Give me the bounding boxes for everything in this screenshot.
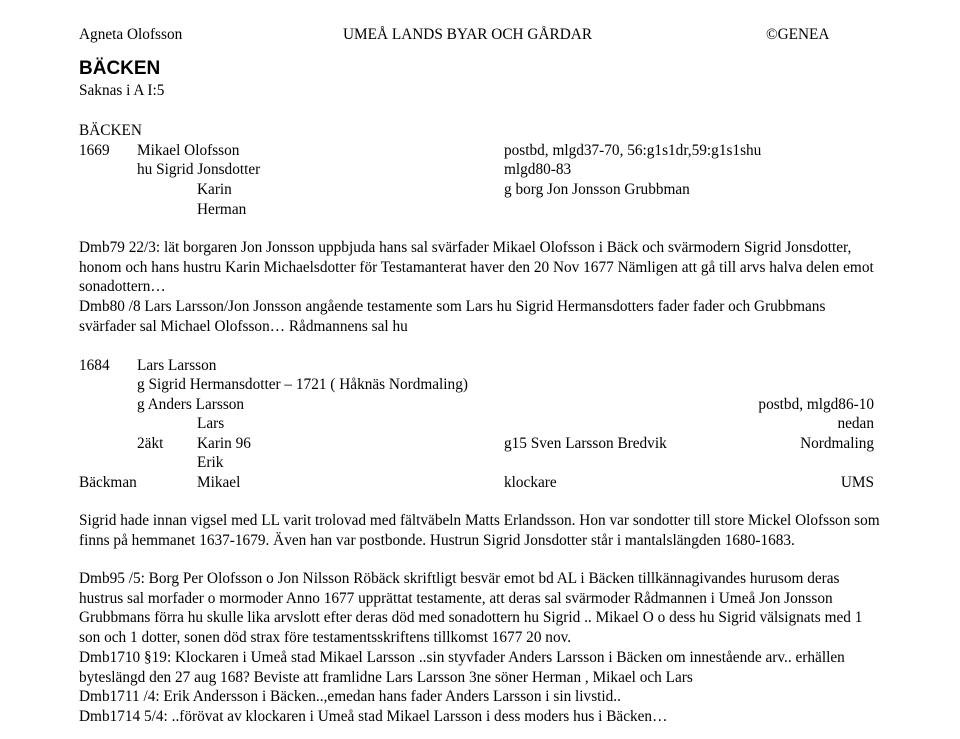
- person-ref: UMS: [840, 474, 874, 491]
- section-label: BÄCKEN: [79, 122, 142, 139]
- person-name: Mikael Olofsson: [137, 142, 240, 159]
- person-note: klockare: [504, 474, 557, 491]
- person-note: postbd, mlgd86-10: [758, 396, 874, 413]
- header-author: Agneta Olofsson: [79, 26, 183, 43]
- paragraph: Dmb1710 §19: Klockaren i Umeå stad Mikael Larsson ..sin styvfader Anders Larsson i Bäcken om innestående arv.. erhällen byteslängd den 27 aug 168? Beviste att framlidne Lars Larsson 3ne söner Herman , Mikael och Lars: [79, 649, 845, 686]
- marriage-label: 2äkt: [137, 435, 164, 452]
- person-note: mlgd80-83: [504, 161, 572, 178]
- paragraph: Dmb80 /8 Lars Larsson/Jon Jonsson angående testamente som Lars hu Sigrid Hermansdotters fader fader och Grubbmans svärfader sal Michael Olofsson… Rådmannens sal hu: [79, 298, 826, 335]
- page-subtitle: Saknas i A I:5: [79, 82, 165, 99]
- person-name: Karin 96: [197, 435, 251, 452]
- person-name: Karin: [197, 181, 232, 198]
- header-copyright: ©GENEA: [766, 26, 830, 43]
- section2-year: 1684: [79, 357, 110, 374]
- person-place: Nordmaling: [800, 435, 874, 452]
- header-title: UMEÅ LANDS BYAR OCH GÅRDAR: [343, 26, 593, 43]
- person-name: Erik: [197, 454, 224, 471]
- section1-year: 1669: [79, 142, 110, 159]
- paragraph: Dmb95 /5: Borg Per Olofsson o Jon Nilsson Röbäck skriftligt besvär emot bd AL i Bäcken tillkännagivandes hurusom deras hustrus sal morfader o mormoder Anno 1677 upprättat testamente, att deras sal svärmoder Rådmannen i Umeå Jon Jonsson Grubbmans förra hu skulle lika arvslott efter deras död med sonadottern hu Sigrid .. Mikael O o dess hu Sigrid välsignats med 1 son och 1 dotter, sonen död strax före testamentsskriftens tillkomst 1677 20 nov.: [79, 570, 863, 646]
- person-note: postbd, mlgd37-70, 56:g1s1dr,59:g1s1shu: [504, 142, 762, 159]
- person-name: Lars Larsson: [137, 357, 217, 374]
- paragraph: Dmb1711 /4: Erik Andersson i Bäcken..,emedan hans fader Anders Larsson i sin livstid..: [79, 688, 621, 705]
- page-title: BÄCKEN: [79, 58, 161, 79]
- person-name: hu Sigrid Jonsdotter: [137, 161, 261, 178]
- person-name: Herman: [197, 201, 247, 218]
- surname-label: Bäckman: [79, 474, 137, 491]
- person-note: g15 Sven Larsson Bredvik: [504, 435, 667, 452]
- person-note: nedan: [837, 415, 874, 432]
- person-name: g Anders Larsson: [137, 396, 245, 413]
- person-note: g borg Jon Jonsson Grubbman: [504, 181, 690, 198]
- person-name: Lars: [197, 415, 225, 432]
- paragraph: Sigrid hade innan vigsel med LL varit trolovad med fältväbeln Matts Erlandsson. Hon var sondotter till store Mickel Olofsson som finns på hemmanet 1637-1679. Även han var postbonde. Hustrun Sigrid Jonsdotter står i mantalslängden 1680-1683.: [79, 512, 880, 549]
- person-name: Mikael: [197, 474, 241, 491]
- paragraph: Dmb79 22/3: lät borgaren Jon Jonsson uppbjuda hans sal svärfader Mikael Olofsson i Bäck och svärmodern Sigrid Jonsdotter, honom och hans hustru Karin Michaelsdotter för Testamanterat haver den 20 Nov 1677 Nämligen att gå till arvs halva delen emot sonadottern…: [79, 239, 874, 296]
- person-name: g Sigrid Hermansdotter – 1721 ( Håknäs Nordmaling): [137, 376, 468, 393]
- paragraph: Dmb1714 5/4: ..förövat av klockaren i Umeå stad Mikael Larsson i dess moders hus i Bäcken…: [79, 708, 668, 725]
